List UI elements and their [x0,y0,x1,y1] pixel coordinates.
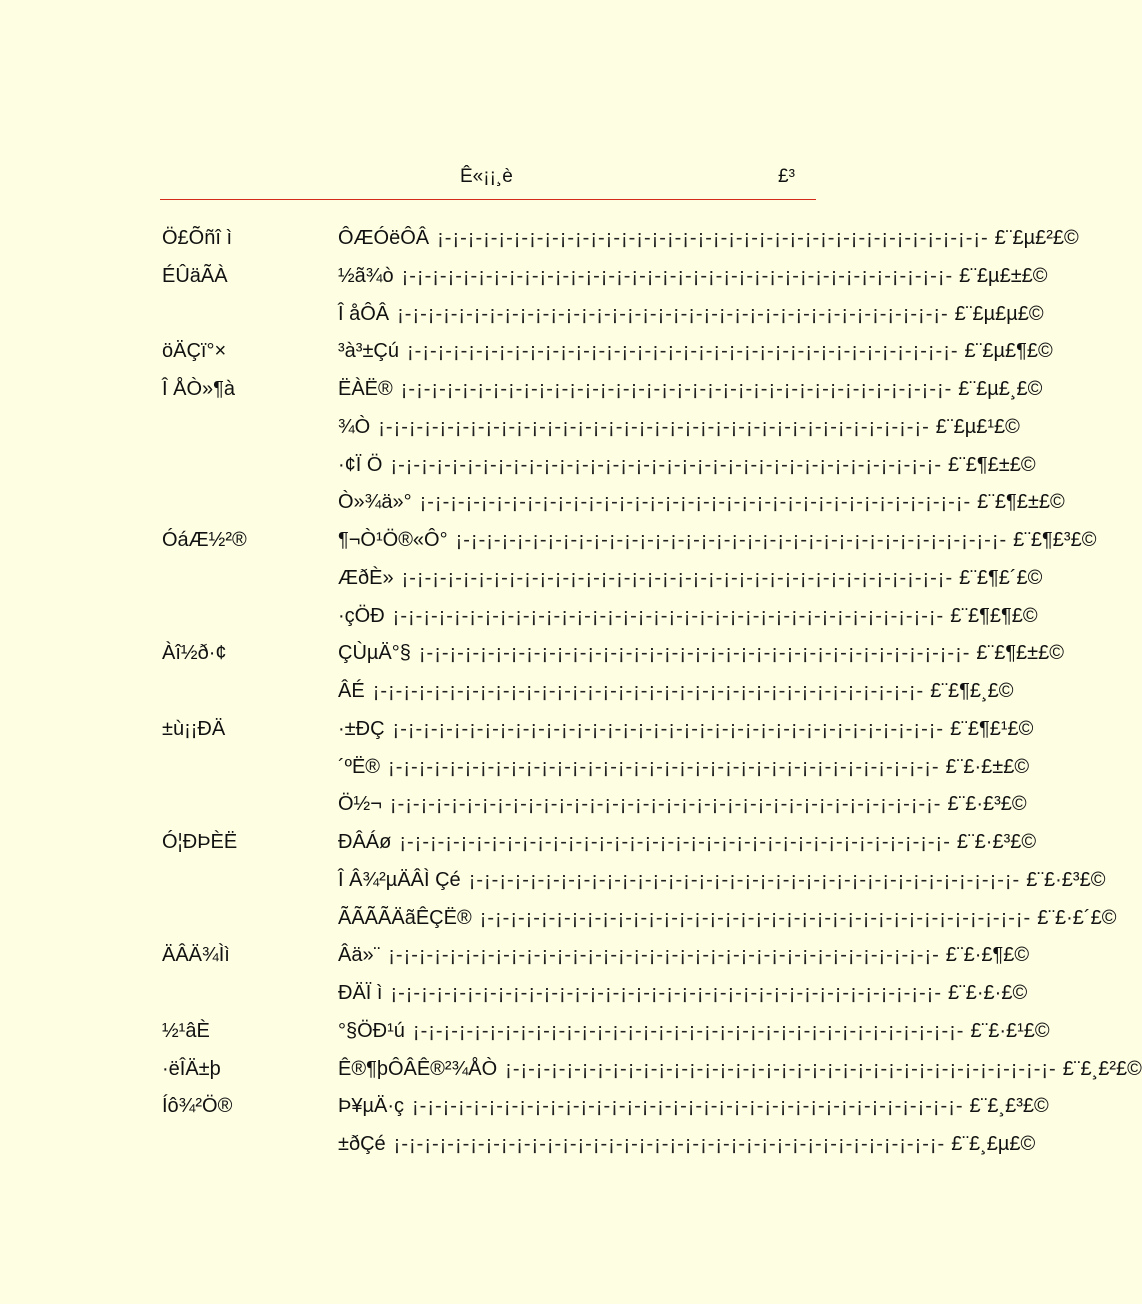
toc-entry[interactable] [162,451,1036,489]
toc-entry[interactable] [162,715,1034,753]
dot-leader: ¡-¡-¡-¡-¡-¡-¡-¡-¡-¡-¡-¡-¡-¡-¡-¡-¡-¡-¡-¡-¡-¡-¡-¡-¡-¡-¡-¡-¡-¡-¡-¡-¡-¡-¡-¡- [392,717,945,740]
entry-author: ÓáÆ½²® [162,529,247,551]
dot-leader: ¡-¡-¡-¡-¡-¡-¡-¡-¡-¡-¡-¡-¡-¡-¡-¡-¡-¡-¡-¡-¡-¡-¡-¡-¡-¡-¡-¡-¡-¡-¡-¡-¡-¡-¡-¡- [401,566,954,589]
entry-page-number: £¨£·£¹£© [970,1019,1050,1042]
entry-line [338,1130,1036,1158]
dot-leader: ¡-¡-¡-¡-¡-¡-¡-¡-¡-¡-¡-¡-¡-¡-¡-¡-¡-¡-¡-¡-¡-¡-¡-¡-¡-¡-¡-¡-¡-¡-¡-¡-¡-¡-¡-¡- [372,680,925,702]
toc-entry[interactable] [162,602,1038,640]
dot-leader: ¡-¡-¡-¡-¡-¡-¡-¡-¡-¡-¡-¡-¡-¡-¡-¡-¡-¡-¡-¡-¡-¡-¡-¡-¡-¡-¡-¡-¡-¡-¡-¡-¡-¡-¡-¡- [399,831,951,853]
entry-author: Ö£Õñî ì [162,227,233,249]
entry-line [338,300,1044,328]
entry-line [338,337,1053,365]
entry-title[interactable]: ·¢Ï Ö [338,453,383,476]
entry-page-number: £¨£¶£±£© [976,642,1065,665]
entry-page-number: £¨£µ£¹£© [935,415,1020,438]
toc-entry[interactable] [162,904,1117,942]
dot-leader: ¡-¡-¡-¡-¡-¡-¡-¡-¡-¡-¡-¡-¡-¡-¡-¡-¡-¡-¡-¡-¡-¡-¡-¡-¡-¡-¡-¡-¡-¡-¡-¡-¡-¡-¡-¡- [412,1095,964,1118]
entry-line [338,828,1037,856]
entry-line [338,979,1028,1007]
entry-line [338,866,1106,894]
entry-title[interactable]: ±ðÇé [338,1133,386,1155]
dot-leader: ¡-¡-¡-¡-¡-¡-¡-¡-¡-¡-¡-¡-¡-¡-¡-¡-¡-¡-¡-¡-¡-¡-¡-¡-¡-¡-¡-¡-¡-¡-¡-¡-¡-¡-¡-¡- [390,982,942,1004]
entry-title[interactable]: ¶¬Ò¹Ö®«Ô° [338,529,448,551]
entry-page-number: £¨£·£·£© [947,982,1028,1004]
entry-page-number: £¨£¶£±£© [977,491,1065,514]
entry-page-number: £¨£¶£¶£© [950,604,1038,627]
toc-entry[interactable] [162,866,1106,904]
entry-author: ÉÛäÃÀ [162,264,228,287]
entry-page-number: £¨£¶£¹£© [950,717,1034,740]
entry-title[interactable]: ÐÄÏ ì [338,982,383,1004]
entry-title[interactable]: ·çÖÐ [338,604,385,627]
toc-entry[interactable] [162,1092,1049,1130]
entry-title[interactable]: °§ÖÐ¹ú [338,1019,405,1042]
dot-leader: ¡-¡-¡-¡-¡-¡-¡-¡-¡-¡-¡-¡-¡-¡-¡-¡-¡-¡-¡-¡-¡-¡-¡-¡-¡-¡-¡-¡-¡-¡-¡-¡-¡-¡-¡-¡- [388,944,940,967]
entry-line [338,1092,1049,1120]
toc-entry[interactable] [162,224,1079,262]
toc-entry[interactable] [162,677,1014,715]
entry-page-number: £¨£¶£´£© [959,566,1043,589]
dot-leader: ¡-¡-¡-¡-¡-¡-¡-¡-¡-¡-¡-¡-¡-¡-¡-¡-¡-¡-¡-¡-¡-¡-¡-¡-¡-¡-¡-¡-¡-¡-¡-¡-¡-¡-¡-¡- [407,340,959,363]
toc-entry[interactable] [162,375,1043,413]
toc-entry[interactable] [162,639,1065,677]
entry-author: ÄÂÄ¾Ìì [162,944,230,967]
entry-title[interactable]: ´ºË® [338,755,381,778]
entry-page-number: £¨£·£³£© [1026,868,1106,891]
entry-line [338,1017,1050,1045]
entry-line [338,1055,1142,1083]
entry-title[interactable]: Î Â¾²µÄÂÌ Çé [338,868,461,891]
entry-author: ½¹âÈ [162,1019,210,1042]
entry-page-number: £¨£¶£±£© [947,453,1036,476]
entry-line [338,413,1020,441]
entry-title[interactable]: ËÀË® [338,378,393,400]
toc-entry[interactable] [162,337,1053,375]
entry-page-number: £¨£·£³£© [956,831,1037,853]
entry-line [338,451,1036,479]
toc-entry[interactable] [162,300,1044,338]
entry-author: ·ëÎÄ±þ [162,1057,221,1080]
dot-leader: ¡-¡-¡-¡-¡-¡-¡-¡-¡-¡-¡-¡-¡-¡-¡-¡-¡-¡-¡-¡-¡-¡-¡-¡-¡-¡-¡-¡-¡-¡-¡-¡-¡-¡-¡-¡- [455,529,1008,551]
entry-page-number: £¨£¶£¸£© [930,680,1014,702]
entry-line [338,526,1097,554]
entry-title[interactable]: ÃÃÃÃÄãÊÇË® [338,906,472,929]
entry-page-number: £¨£·£´£© [1037,906,1117,929]
entry-author: öÄÇï°× [162,340,227,363]
toc-entry[interactable] [162,1017,1050,1055]
toc-entry[interactable] [162,1055,1142,1093]
dot-leader: ¡-¡-¡-¡-¡-¡-¡-¡-¡-¡-¡-¡-¡-¡-¡-¡-¡-¡-¡-¡-¡-¡-¡-¡-¡-¡-¡-¡-¡-¡-¡-¡-¡-¡-¡-¡- [389,793,942,816]
dot-leader: ¡-¡-¡-¡-¡-¡-¡-¡-¡-¡-¡-¡-¡-¡-¡-¡-¡-¡-¡-¡-¡-¡-¡-¡-¡-¡-¡-¡-¡-¡-¡-¡-¡-¡-¡-¡- [418,642,971,665]
entry-title[interactable]: ÆðÈ» [338,566,394,589]
toc-entry[interactable] [162,262,1048,300]
dot-leader: ¡-¡-¡-¡-¡-¡-¡-¡-¡-¡-¡-¡-¡-¡-¡-¡-¡-¡-¡-¡-¡-¡-¡-¡-¡-¡-¡-¡-¡-¡-¡-¡-¡-¡-¡-¡- [437,227,989,249]
entry-page-number: £¨£¸£µ£© [951,1133,1036,1155]
entry-page-number: £¨£¶£³£© [1013,529,1097,551]
entry-page-number: £¨£µ£±£© [959,264,1048,287]
entry-author: Àî½ð·¢ [162,642,227,665]
dot-leader: ¡-¡-¡-¡-¡-¡-¡-¡-¡-¡-¡-¡-¡-¡-¡-¡-¡-¡-¡-¡-¡-¡-¡-¡-¡-¡-¡-¡-¡-¡-¡-¡-¡-¡-¡-¡- [393,1133,946,1155]
toc-entry[interactable] [162,526,1097,564]
toc-entry[interactable] [162,828,1037,866]
dot-leader: ¡-¡-¡-¡-¡-¡-¡-¡-¡-¡-¡-¡-¡-¡-¡-¡-¡-¡-¡-¡-¡-¡-¡-¡-¡-¡-¡-¡-¡-¡-¡-¡-¡-¡-¡-¡- [401,264,954,287]
dot-leader: ¡-¡-¡-¡-¡-¡-¡-¡-¡-¡-¡-¡-¡-¡-¡-¡-¡-¡-¡-¡-¡-¡-¡-¡-¡-¡-¡-¡-¡-¡-¡-¡-¡-¡-¡-¡- [388,755,940,778]
entry-line [338,790,1027,818]
entry-page-number: £¨£·£³£© [947,793,1027,816]
entry-title[interactable]: ÔÆÓëÔÂ [338,227,430,249]
entry-line [338,904,1117,932]
table-of-contents [162,224,1142,1168]
entry-page-number: £¨£µ£¶£© [964,340,1053,363]
entry-title[interactable]: Ò»¾ä»° [338,491,412,514]
entry-author: Î ÅÒ»¶à [162,378,235,400]
entry-title[interactable]: ÐÂÁø [338,831,392,853]
header-divider [160,199,816,200]
page-number: £³ [778,166,795,187]
toc-entry[interactable] [162,979,1028,1017]
section-title: Ê«¡¡¸è [460,166,513,187]
entry-line [338,639,1065,667]
dot-leader: ¡-¡-¡-¡-¡-¡-¡-¡-¡-¡-¡-¡-¡-¡-¡-¡-¡-¡-¡-¡-¡-¡-¡-¡-¡-¡-¡-¡-¡-¡-¡-¡-¡-¡-¡-¡- [468,868,1021,891]
entry-author: ±ù¡¡ÐÄ [162,717,226,740]
entry-title[interactable]: ¾Ò [338,415,371,438]
entry-line [338,753,1030,781]
entry-title[interactable]: ³à³±Çú [338,340,399,363]
entry-author: Ó¦ÐÞÈË [162,831,238,853]
entry-title[interactable]: ÂÉ [338,680,365,702]
entry-title[interactable]: ½ã¾ò [338,264,394,287]
entry-line [338,941,1030,969]
entry-line [338,715,1034,743]
toc-entry[interactable] [162,753,1030,791]
toc-entry[interactable] [162,413,1020,451]
dot-leader: ¡-¡-¡-¡-¡-¡-¡-¡-¡-¡-¡-¡-¡-¡-¡-¡-¡-¡-¡-¡-¡-¡-¡-¡-¡-¡-¡-¡-¡-¡-¡-¡-¡-¡-¡-¡- [505,1057,1057,1080]
entry-title[interactable]: Þ¥µÄ·ç [338,1095,404,1118]
entry-page-number: £¨£µ£¸£© [958,378,1043,400]
dot-leader: ¡-¡-¡-¡-¡-¡-¡-¡-¡-¡-¡-¡-¡-¡-¡-¡-¡-¡-¡-¡-¡-¡-¡-¡-¡-¡-¡-¡-¡-¡-¡-¡-¡-¡-¡-¡- [392,604,945,627]
entry-title[interactable]: ÇÙµÄ°§ [338,642,411,665]
entry-title[interactable]: Ê®¶þÔÂÊ®²¾ÅÒ [338,1057,498,1080]
toc-entry[interactable] [162,488,1065,526]
entry-page-number: £¨£¸£²£© [1062,1057,1142,1080]
entry-line [338,488,1065,516]
dot-leader: ¡-¡-¡-¡-¡-¡-¡-¡-¡-¡-¡-¡-¡-¡-¡-¡-¡-¡-¡-¡-¡-¡-¡-¡-¡-¡-¡-¡-¡-¡-¡-¡-¡-¡-¡-¡- [378,415,930,438]
entry-page-number: £¨£·£±£© [945,755,1030,778]
entry-page-number: £¨£µ£µ£© [954,302,1044,325]
entry-title[interactable]: Ö½¬ [338,793,382,816]
entry-line [338,677,1014,705]
entry-line [338,375,1043,403]
toc-entry[interactable] [162,941,1030,979]
entry-author: Íô¾²Ö® [162,1095,233,1118]
toc-entry[interactable] [162,1130,1036,1168]
entry-page-number: £¨£·£¶£© [945,944,1030,967]
dot-leader: ¡-¡-¡-¡-¡-¡-¡-¡-¡-¡-¡-¡-¡-¡-¡-¡-¡-¡-¡-¡-¡-¡-¡-¡-¡-¡-¡-¡-¡-¡-¡-¡-¡-¡-¡-¡- [390,453,942,476]
dot-leader: ¡-¡-¡-¡-¡-¡-¡-¡-¡-¡-¡-¡-¡-¡-¡-¡-¡-¡-¡-¡-¡-¡-¡-¡-¡-¡-¡-¡-¡-¡-¡-¡-¡-¡-¡-¡- [397,302,949,325]
dot-leader: ¡-¡-¡-¡-¡-¡-¡-¡-¡-¡-¡-¡-¡-¡-¡-¡-¡-¡-¡-¡-¡-¡-¡-¡-¡-¡-¡-¡-¡-¡-¡-¡-¡-¡-¡-¡- [400,378,953,400]
entry-page-number: £¨£¸£³£© [969,1095,1049,1118]
entry-title[interactable]: ·±ÐÇ [338,717,385,740]
toc-entry[interactable] [162,564,1043,602]
toc-entry[interactable] [162,790,1027,828]
entry-page-number: £¨£µ£²£© [994,227,1079,249]
entry-title[interactable]: Î åÔÂ [338,302,390,325]
dot-leader: ¡-¡-¡-¡-¡-¡-¡-¡-¡-¡-¡-¡-¡-¡-¡-¡-¡-¡-¡-¡-¡-¡-¡-¡-¡-¡-¡-¡-¡-¡-¡-¡-¡-¡-¡-¡- [479,906,1032,929]
entry-line [338,224,1079,252]
entry-title[interactable]: Âä»¨ [338,944,381,967]
entry-line [338,564,1043,592]
entry-line [338,602,1038,630]
dot-leader: ¡-¡-¡-¡-¡-¡-¡-¡-¡-¡-¡-¡-¡-¡-¡-¡-¡-¡-¡-¡-¡-¡-¡-¡-¡-¡-¡-¡-¡-¡-¡-¡-¡-¡-¡-¡- [412,1019,965,1042]
dot-leader: ¡-¡-¡-¡-¡-¡-¡-¡-¡-¡-¡-¡-¡-¡-¡-¡-¡-¡-¡-¡-¡-¡-¡-¡-¡-¡-¡-¡-¡-¡-¡-¡-¡-¡-¡-¡- [419,491,972,514]
entry-line [338,262,1048,290]
